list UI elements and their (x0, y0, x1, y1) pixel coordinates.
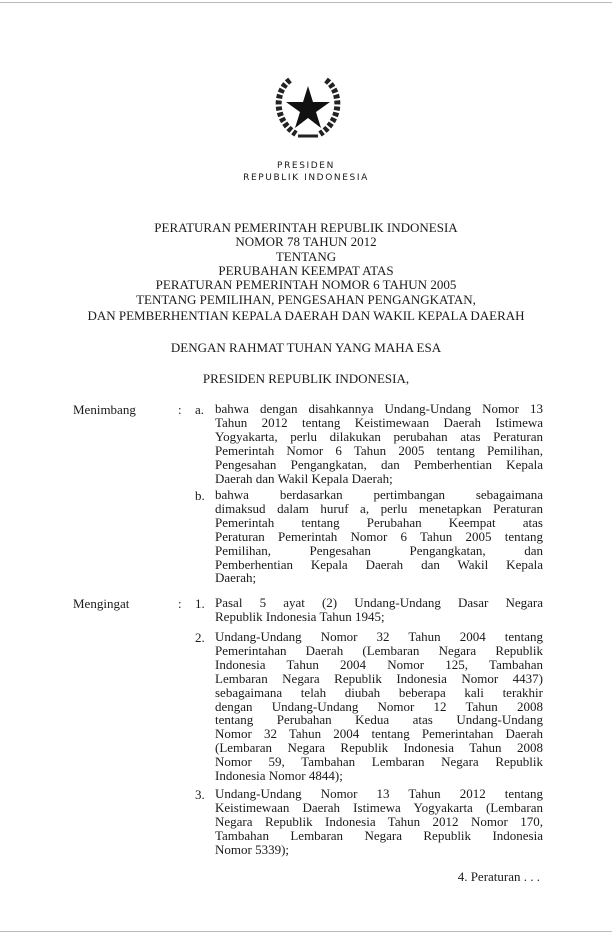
item-line: Daerah dan Wakil Kepala Daerah; (215, 470, 393, 486)
mengingat-item-number: 1. (195, 596, 205, 611)
menimbang-item-number: b. (195, 488, 205, 503)
item-line: Negara Republik Indonesia Tahun 2012 Nomor 170, (215, 813, 543, 829)
item-line: Tahun 2012 tentang Keistimewaan Daerah Istimewa (215, 414, 543, 430)
president-line: PRESIDEN REPUBLIK INDONESIA, (202, 371, 410, 386)
mengingat-item (215, 630, 543, 783)
menimbang-label: Menimbang (73, 402, 136, 417)
item-line: Lembaran Negara Republik Indonesia Nomor 4437) (215, 670, 543, 686)
title-line: NOMOR 78 TAHUN 2012 (235, 234, 377, 250)
item-line: dimaksud dalam huruf a, perlu menetapkan Peraturan (215, 500, 543, 516)
item-line: bahwa dengan disahkannya Undang-Undang Nomor 13 (215, 401, 543, 416)
mengingat-item-number: 3. (195, 787, 205, 802)
menimbang-item-number: a. (195, 402, 205, 417)
mengingat-item (215, 787, 543, 857)
menimbang-colon: : (178, 402, 182, 417)
item-line: Indonesia Tahun 2004 Nomor 125, Tambahan (215, 656, 543, 672)
item-line: Nomor 32 Tahun 2004 tentang Pemerintahan Daerah (215, 726, 543, 742)
item-line: Pasal 5 ayat (2) Undang-Undang Dasar Negara (215, 595, 543, 610)
regulation-title (0, 221, 612, 323)
item-line: bahwa berdasarkan pertimbangan sebagaimana (215, 487, 543, 502)
item-line: Yogyakarta, perlu dilakukan perubahan atas Peraturan (215, 428, 543, 444)
item-line: Nomor 5339); (215, 841, 290, 857)
item-line: Pemberhentian Kepala Daerah dan Wakil Kepala (215, 556, 543, 572)
item-line: (Lembaran Negara Republik Indonesia Tahun 2008 (215, 740, 543, 756)
title-line: PERUBAHAN KEEMPAT ATAS (218, 262, 394, 278)
item-line: Pemerintah Nomor 6 Tahun 2005 tentang Pemilihan, (215, 442, 543, 458)
item-line: Pemerintahan Daerah (Lembaran Negara Republik (215, 642, 543, 658)
title-line: TENTANG (275, 248, 337, 264)
title-line: PERATURAN PEMERINTAH NOMOR 6 TAHUN 2005 (155, 277, 457, 293)
page-bottom-edge (0, 931, 612, 932)
mengingat-item-number: 2. (195, 630, 205, 645)
item-line: Tambahan Lembaran Negara Republik Indonesia (215, 827, 543, 843)
item-line: Undang-Undang Nomor 13 Tahun 2012 tentang (215, 786, 543, 801)
item-line: Pengesahan Pengangkatan, dan Pemberhentian Kepala (215, 456, 543, 472)
item-line: dengan Undang-Undang Nomor 12 Tahun 2008 (215, 698, 543, 714)
mengingat-label: Mengingat (73, 596, 130, 611)
item-line: Pemerintah tentang Perubahan Keempat atas (215, 514, 543, 530)
item-line: Indonesia Nomor 4844); (215, 768, 343, 784)
page-top-edge (0, 2, 612, 3)
menimbang-item (215, 402, 543, 485)
item-line: Undang-Undang Nomor 32 Tahun 2004 tentang (215, 629, 543, 644)
title-line: TENTANG PEMILIHAN, PENGESAHAN PENGANGKATAN, (136, 292, 476, 308)
header-president: PRESIDEN (277, 161, 335, 171)
item-line: Peraturan Pemerintah Nomor 6 Tahun 2005 tentang (215, 528, 543, 544)
title-line: PERATURAN PEMERINTAH REPUBLIK INDONESIA (154, 220, 458, 235)
garuda-star-emblem-icon (268, 72, 348, 142)
mengingat-item (215, 596, 543, 624)
item-line: tentang Perubahan Kedua atas Undang-Undang (215, 712, 543, 728)
menimbang-item (215, 488, 543, 585)
header-republic: REPUBLIK INDONESIA (243, 173, 369, 183)
title-line: DAN PEMBERHENTIAN KEPALA DAERAH DAN WAKIL KEPALA DAERAH (87, 307, 525, 323)
item-line: sebagaimana telah diubah beberapa kali terakhir (215, 684, 543, 700)
item-line: Keistimewaan Daerah Istimewa Yogyakarta (Lembaran (215, 799, 543, 815)
item-line: Republik Indonesia Tahun 1945; (215, 608, 385, 624)
item-line: Nomor 59, Tambahan Lembaran Negara Republik (215, 754, 543, 770)
mengingat-colon: : (178, 596, 182, 611)
opening-phrase: DENGAN RAHMAT TUHAN YANG MAHA ESA (170, 340, 442, 355)
item-line: Pemilihan, Pengesahan Pengangkatan, dan (215, 542, 543, 558)
continuation-marker: 4. Peraturan . . . (457, 869, 540, 884)
item-line: Daerah; (215, 570, 257, 586)
